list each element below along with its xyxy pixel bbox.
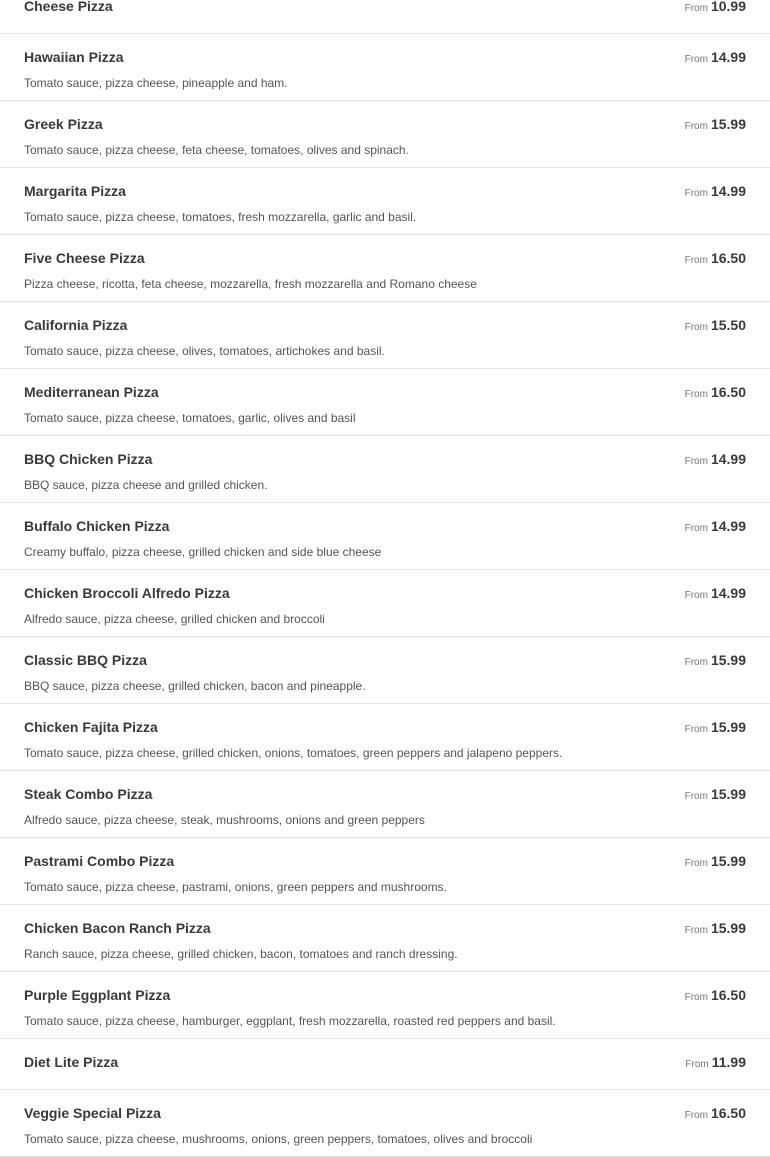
menu-item-description: Tomato sauce, pizza cheese, grilled chicken, onions, tomatoes, green peppers and jalapeno peppers. bbox=[24, 746, 563, 760]
menu-item[interactable] bbox=[0, 101, 770, 168]
menu-item-price bbox=[685, 585, 746, 603]
menu-item-description: Tomato sauce, pizza cheese, tomatoes, fresh mozzarella, garlic and basil. bbox=[24, 210, 417, 224]
price-value: 15.99 bbox=[710, 652, 746, 668]
menu-item-description: BBQ sauce, pizza cheese and grilled chicken. bbox=[24, 478, 268, 492]
price-prefix-label: From bbox=[684, 858, 708, 869]
price-value: 16.50 bbox=[710, 987, 746, 1003]
menu-item-description: Alfredo sauce, pizza cheese, grilled chicken and broccoli bbox=[24, 612, 325, 626]
menu-item-name: Steak Combo Pizza bbox=[24, 786, 153, 802]
menu-item[interactable] bbox=[0, 436, 770, 503]
menu-item-name: Veggie Special Pizza bbox=[24, 1105, 161, 1121]
menu-item-description: BBQ sauce, pizza cheese, grilled chicken, bacon and pineapple. bbox=[24, 679, 366, 693]
menu-item-name: Classic BBQ Pizza bbox=[24, 652, 147, 668]
menu-item[interactable] bbox=[0, 235, 770, 302]
menu-item-price bbox=[685, 384, 746, 402]
price-prefix-label: From bbox=[684, 255, 708, 266]
price-value: 15.99 bbox=[710, 786, 746, 802]
price-value: 15.50 bbox=[710, 317, 746, 333]
menu-item-name: Greek Pizza bbox=[24, 116, 103, 132]
menu-item-price bbox=[685, 786, 746, 804]
price-prefix-label: From bbox=[684, 992, 708, 1003]
menu-item-name: Mediterranean Pizza bbox=[24, 384, 159, 400]
price-value: 15.99 bbox=[710, 853, 746, 869]
menu-item-name: Chicken Bacon Ranch Pizza bbox=[24, 920, 211, 936]
menu-item-price bbox=[685, 1054, 746, 1072]
menu-item-name: Diet Lite Pizza bbox=[24, 1054, 119, 1070]
menu-item-price bbox=[685, 0, 746, 16]
menu-item-description: Tomato sauce, pizza cheese, pastrami, onions, green peppers and mushrooms. bbox=[24, 880, 447, 894]
menu-item-price bbox=[685, 116, 746, 134]
price-value: 14.99 bbox=[710, 49, 746, 65]
menu-item[interactable] bbox=[0, 771, 770, 838]
price-value: 14.99 bbox=[710, 183, 746, 199]
price-prefix-label: From bbox=[684, 389, 708, 400]
price-prefix-label: From bbox=[684, 121, 708, 132]
price-prefix-label: From bbox=[684, 456, 708, 467]
menu-item-price bbox=[685, 853, 746, 871]
price-value: 14.99 bbox=[710, 451, 746, 467]
price-prefix-label: From bbox=[684, 657, 708, 668]
price-prefix-label: From bbox=[684, 724, 708, 735]
menu-item-price bbox=[685, 317, 746, 335]
menu-item-name: Cheese Pizza bbox=[24, 0, 113, 14]
menu-item-price bbox=[685, 1105, 746, 1123]
menu-item-description: Alfredo sauce, pizza cheese, steak, mushrooms, onions and green peppers bbox=[24, 813, 425, 827]
menu-item-description: Creamy buffalo, pizza cheese, grilled chicken and side blue cheese bbox=[24, 545, 382, 559]
price-prefix-label: From bbox=[685, 1059, 709, 1070]
price-prefix-label: From bbox=[684, 3, 708, 14]
menu-item-description: Ranch sauce, pizza cheese, grilled chicken, bacon, tomatoes and ranch dressing. bbox=[24, 947, 458, 961]
menu-item-name: Pastrami Combo Pizza bbox=[24, 853, 175, 869]
menu-item-price bbox=[685, 250, 746, 268]
menu-item[interactable] bbox=[0, 905, 770, 972]
price-value: 10.99 bbox=[710, 0, 746, 14]
menu-item[interactable] bbox=[0, 637, 770, 704]
price-prefix-label: From bbox=[684, 322, 708, 333]
menu-item-description: Pizza cheese, ricotta, feta cheese, mozzarella, fresh mozzarella and Romano cheese bbox=[24, 277, 477, 291]
price-value: 15.99 bbox=[710, 719, 746, 735]
price-value: 15.99 bbox=[710, 116, 746, 132]
price-value: 16.50 bbox=[710, 250, 746, 266]
menu-item-description: Tomato sauce, pizza cheese, hamburger, eggplant, fresh mozzarella, roasted red peppers and basil. bbox=[24, 1014, 556, 1028]
price-prefix-label: From bbox=[684, 1110, 708, 1121]
menu-item-description: Tomato sauce, pizza cheese, olives, tomatoes, artichokes and basil. bbox=[24, 344, 385, 358]
menu-item-price bbox=[685, 451, 746, 469]
price-value: 16.50 bbox=[710, 384, 746, 400]
menu-item-name: Chicken Fajita Pizza bbox=[24, 719, 158, 735]
menu-item[interactable] bbox=[0, 503, 770, 570]
menu-item-price bbox=[685, 652, 746, 670]
menu-item-price bbox=[685, 920, 746, 938]
menu-item[interactable] bbox=[0, 0, 770, 34]
price-value: 16.50 bbox=[710, 1105, 746, 1121]
menu-item-name: Buffalo Chicken Pizza bbox=[24, 518, 170, 534]
menu-item[interactable] bbox=[0, 168, 770, 235]
menu-item-name: California Pizza bbox=[24, 317, 128, 333]
menu-item-description: Tomato sauce, pizza cheese, mushrooms, onions, green peppers, tomatoes, olives and broccoli bbox=[24, 1132, 533, 1146]
menu-item-price bbox=[685, 183, 746, 201]
menu-item-name: Five Cheese Pizza bbox=[24, 250, 145, 266]
menu-item-name: Chicken Broccoli Alfredo Pizza bbox=[24, 585, 230, 601]
menu-item-description: Tomato sauce, pizza cheese, pineapple and ham. bbox=[24, 76, 288, 90]
menu-item[interactable] bbox=[0, 972, 770, 1039]
menu-item[interactable] bbox=[0, 34, 770, 101]
menu-item-description: Tomato sauce, pizza cheese, feta cheese, tomatoes, olives and spinach. bbox=[24, 143, 409, 157]
menu-item-price bbox=[685, 518, 746, 536]
price-value: 14.99 bbox=[710, 518, 746, 534]
menu-item[interactable] bbox=[0, 838, 770, 905]
menu-item-name: Purple Eggplant Pizza bbox=[24, 987, 171, 1003]
price-prefix-label: From bbox=[684, 590, 708, 601]
menu-item[interactable] bbox=[0, 704, 770, 771]
menu-item-price bbox=[685, 719, 746, 737]
menu-item-name: Hawaiian Pizza bbox=[24, 49, 124, 65]
menu-item-name: BBQ Chicken Pizza bbox=[24, 451, 153, 467]
menu-item-name: Margarita Pizza bbox=[24, 183, 126, 199]
price-prefix-label: From bbox=[684, 523, 708, 534]
menu-item[interactable] bbox=[0, 369, 770, 436]
menu-item[interactable] bbox=[0, 302, 770, 369]
price-value: 14.99 bbox=[710, 585, 746, 601]
menu-item-price bbox=[685, 987, 746, 1005]
menu-item-price bbox=[685, 49, 746, 67]
price-value: 11.99 bbox=[711, 1054, 746, 1070]
price-prefix-label: From bbox=[684, 925, 708, 936]
price-prefix-label: From bbox=[684, 54, 708, 65]
menu-item-description: Tomato sauce, pizza cheese, tomatoes, garlic, olives and basil bbox=[24, 411, 356, 425]
price-prefix-label: From bbox=[684, 188, 708, 199]
price-prefix-label: From bbox=[684, 791, 708, 802]
menu-item[interactable] bbox=[0, 1039, 770, 1090]
price-value: 15.99 bbox=[710, 920, 746, 936]
menu-item[interactable] bbox=[0, 570, 770, 637]
menu-item[interactable] bbox=[0, 1090, 770, 1157]
